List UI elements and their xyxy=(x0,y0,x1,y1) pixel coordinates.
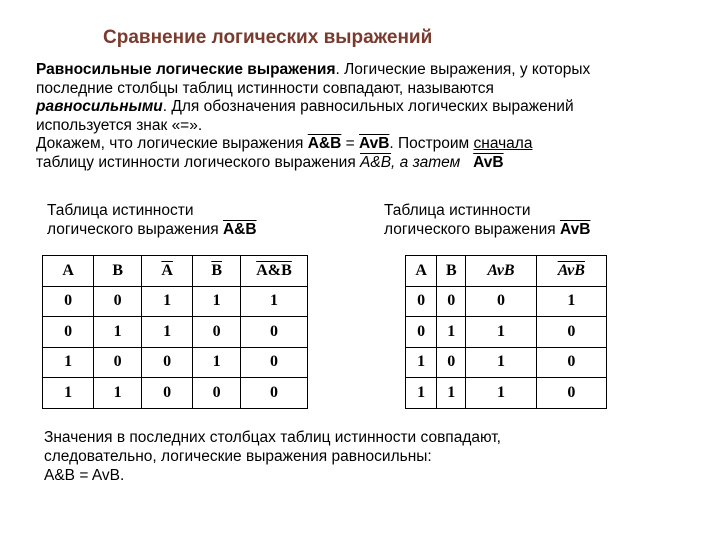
expression-not-a-and-not-b: A&B xyxy=(307,135,342,152)
table-cell: 0 xyxy=(466,286,536,317)
expression-not-a-or-b: $\overline{AvB}$ xyxy=(358,135,390,152)
table-cell: 1 xyxy=(536,286,606,317)
intro-line-3 xyxy=(36,98,696,117)
table-cell: 1 xyxy=(141,317,192,348)
conclusion-line-3: A&B = AvB. xyxy=(44,467,125,484)
expression-a-and-b-inline: A&B xyxy=(360,153,392,171)
conclusion-line-1: Значения в последних столбцах таблиц истинности совпадают, xyxy=(44,429,501,446)
table1-caption-text: логического выражения xyxy=(47,221,219,238)
table-row xyxy=(43,286,308,317)
table-cell: 0 xyxy=(241,347,308,378)
table-cell: 1 xyxy=(406,378,437,409)
table-cell: 0 xyxy=(536,317,606,348)
table-cell: 0 xyxy=(193,378,241,409)
table2-caption-text: логического выражения xyxy=(384,221,556,238)
table-cell: 1 xyxy=(94,378,142,409)
truth-table-1 xyxy=(42,255,308,409)
table-cell: 1 xyxy=(466,347,536,378)
intro-line-5 xyxy=(36,135,696,154)
intro-line-6-mid: , а затем xyxy=(391,153,461,171)
table-cell: 1 xyxy=(193,286,241,317)
expression-a-or-b-inline: $\overline{AvB}$ xyxy=(473,153,504,171)
table-cell: 0 xyxy=(406,286,437,317)
table-cell: 0 xyxy=(43,286,94,317)
table-header-row xyxy=(406,256,607,287)
header-not-a-and-not-b: A&B xyxy=(241,256,308,287)
table-cell: 1 xyxy=(241,286,308,317)
table-cell: 0 xyxy=(94,347,142,378)
term-equivalent-expressions: Равносильные логические выражения xyxy=(36,61,336,78)
table2-caption-expr: $\overline{AvB}$ xyxy=(559,221,591,238)
table-row xyxy=(43,317,308,348)
table-cell: 1 xyxy=(94,317,142,348)
table1-caption-expr: A&B xyxy=(222,221,257,238)
intro-line-5-post: . Построим xyxy=(389,135,474,152)
table-cell: 0 xyxy=(536,347,606,378)
intro-line-6 xyxy=(36,154,696,173)
table-cell: 1 xyxy=(43,347,94,378)
table-row xyxy=(406,378,607,409)
table1-caption-line1: Таблица истинности xyxy=(47,202,194,219)
table-cell: 0 xyxy=(43,317,94,348)
table-row xyxy=(406,347,607,378)
table-cell: 0 xyxy=(94,286,142,317)
table-cell: 1 xyxy=(466,317,536,348)
table-cell: 1 xyxy=(437,317,466,348)
table2-caption-line2 xyxy=(384,220,590,239)
page-title: Сравнение логических выражений xyxy=(103,27,433,48)
intro-line-1 xyxy=(36,61,696,80)
header-a: A xyxy=(43,256,94,287)
intro-line-4: используется знак «=». xyxy=(36,116,203,134)
intro-line-6-pre: таблицу истинности логического выражения xyxy=(36,153,356,171)
table-cell: 0 xyxy=(241,378,308,409)
table-header-row xyxy=(43,256,308,287)
table-cell: 1 xyxy=(437,378,466,409)
conclusion-line-2: следовательно, логические выражения равносильны: xyxy=(44,448,432,465)
header-not-b: $\overline{B}$ xyxy=(193,256,241,287)
intro-line-5-pre: Докажем, что логические выражения xyxy=(36,135,304,152)
table1-caption-line2 xyxy=(47,220,257,239)
intro-line-2: последние столбцы таблиц истинности совпадают, называются xyxy=(36,79,494,97)
table2-caption-line1: Таблица истинности xyxy=(384,202,531,219)
table-cell: 0 xyxy=(437,286,466,317)
term-equivalent: равносильными xyxy=(36,98,163,115)
header-not-a-or-b: $\overline{AvB}$ xyxy=(536,256,606,287)
table-cell: 0 xyxy=(437,347,466,378)
table-row xyxy=(406,317,607,348)
table-row xyxy=(406,286,607,317)
table-cell: 0 xyxy=(193,317,241,348)
table1-caption xyxy=(47,201,257,239)
intro-line-3-rest: . Для обозначения равносильных логических выражений xyxy=(162,98,574,115)
table2-caption xyxy=(384,201,590,239)
table-cell: 0 xyxy=(241,317,308,348)
word-first: сначала xyxy=(473,135,533,152)
equals-sign: = xyxy=(341,135,359,152)
header-a: A xyxy=(406,256,437,287)
table-row xyxy=(43,347,308,378)
intro-line-1-rest: . Логические выражения, у которых xyxy=(335,61,591,78)
table-cell: 1 xyxy=(406,347,437,378)
conclusion xyxy=(44,428,501,485)
table-cell: 0 xyxy=(536,378,606,409)
intro-paragraph xyxy=(36,61,696,172)
header-b: B xyxy=(437,256,466,287)
table-cell: 1 xyxy=(466,378,536,409)
table-cell: 0 xyxy=(141,378,192,409)
table-cell: 1 xyxy=(43,378,94,409)
header-a-or-b: AvB xyxy=(466,256,536,287)
table-cell: 1 xyxy=(141,286,192,317)
table-row xyxy=(43,378,308,409)
truth-table-2 xyxy=(405,255,607,409)
table-cell: 0 xyxy=(406,317,437,348)
header-not-a: $\overline{A}$ xyxy=(141,256,192,287)
table-cell: 1 xyxy=(193,347,241,378)
table-cell: 0 xyxy=(141,347,192,378)
header-b: B xyxy=(94,256,142,287)
